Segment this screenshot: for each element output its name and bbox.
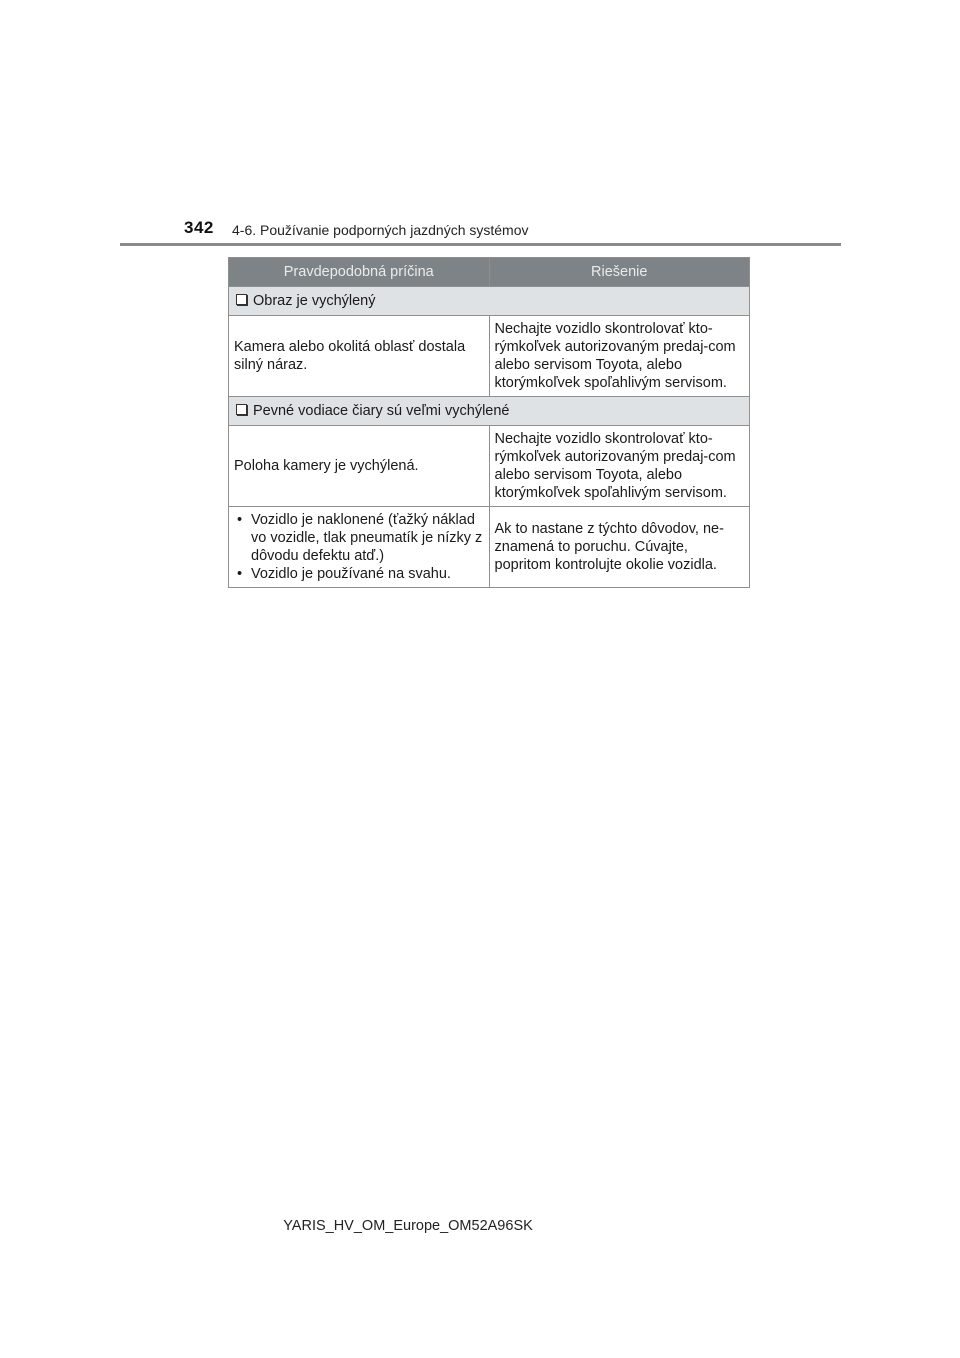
cause-bullet-list [234, 511, 484, 583]
table-row [229, 507, 750, 588]
cause-bullet [234, 565, 484, 583]
group-row [229, 397, 750, 426]
cause-bullet-text: Vozidlo je používané na svahu. [251, 566, 451, 582]
cause-bullet [234, 511, 484, 565]
page-number: 342 [184, 218, 214, 237]
cause-cell: Poloha kamery je vychýlená. [229, 426, 490, 507]
section-title: 4-6. Používanie podporných jazdných systémov [232, 222, 529, 238]
footer [0, 1218, 960, 1234]
checkbox-icon [236, 404, 247, 415]
bullet-icon: • [237, 566, 243, 582]
group-title-cell [229, 397, 750, 426]
group-row [229, 287, 750, 316]
solution-cell: Ak to nastane z týchto dôvodov, ne-znamená to poruchu. Cúvajte, popritom kontrolujte okolie vozidla. [489, 507, 750, 588]
table-row [229, 426, 750, 507]
group-title-cell [229, 287, 750, 316]
cause-bullet-text: Vozidlo je naklonené (ťažký náklad vo vozidle, tlak pneumatík je nízky z dôvodu defektu atď.) [251, 512, 483, 564]
cause-cell: Kamera alebo okolitá oblasť dostala silný náraz. [229, 316, 490, 397]
group-title: Obraz je vychýlený [253, 293, 376, 309]
troubleshooting-table [228, 257, 750, 588]
bullet-icon: • [237, 512, 243, 528]
solution-cell: Nechajte vozidlo skontrolovať kto-rýmkoľvek autorizovaným predaj-com alebo servisom Toyota, alebo ktorýmkoľvek spoľahlivým servisom. [489, 316, 750, 397]
doc-code: YARIS_HV_OM_Europe_OM52A96SK [283, 1218, 533, 1234]
header-rule [120, 243, 841, 246]
checkbox-icon [236, 294, 247, 305]
column-header-cause: Pravdepodobná príčina [229, 258, 490, 287]
cause-cell [229, 507, 490, 588]
table-row [229, 316, 750, 397]
solution-cell: Nechajte vozidlo skontrolovať kto-rýmkoľvek autorizovaným predaj-com alebo servisom Toyota, alebo ktorýmkoľvek spoľahlivým servisom. [489, 426, 750, 507]
column-header-solution: Riešenie [489, 258, 750, 287]
group-title: Pevné vodiace čiary sú veľmi vychýlené [253, 403, 510, 419]
table-header-row [229, 258, 750, 287]
